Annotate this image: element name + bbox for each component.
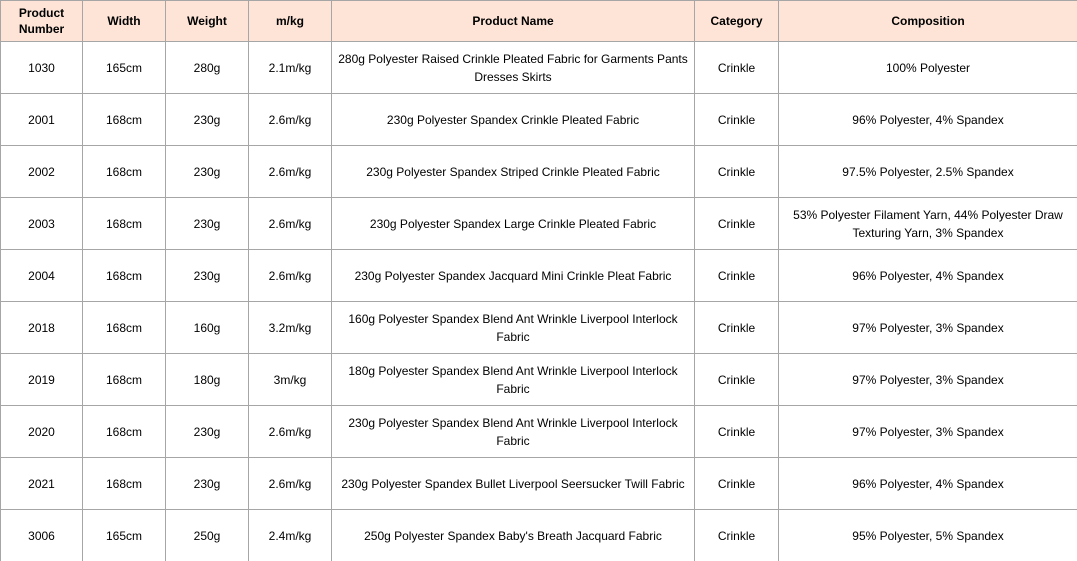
- cell-product-name: 230g Polyester Spandex Bullet Liverpool Seersucker Twill Fabric: [332, 458, 695, 510]
- cell-category: Crinkle: [695, 354, 779, 406]
- cell-product-name: 160g Polyester Spandex Blend Ant Wrinkle Liverpool Interlock Fabric: [332, 302, 695, 354]
- cell-m-per-kg: 2.4m/kg: [249, 510, 332, 561]
- cell-category: Crinkle: [695, 510, 779, 561]
- cell-product-number: 2003: [1, 198, 83, 250]
- table-row: [1, 42, 1077, 94]
- cell-width: 168cm: [83, 458, 166, 510]
- cell-m-per-kg: 2.6m/kg: [249, 198, 332, 250]
- cell-weight: 230g: [166, 250, 249, 302]
- cell-product-number: 2002: [1, 146, 83, 198]
- cell-m-per-kg: 2.6m/kg: [249, 94, 332, 146]
- cell-m-per-kg: 3m/kg: [249, 354, 332, 406]
- table-row: [1, 146, 1077, 198]
- cell-m-per-kg: 2.6m/kg: [249, 146, 332, 198]
- cell-composition: 96% Polyester, 4% Spandex: [779, 94, 1077, 146]
- cell-width: 168cm: [83, 94, 166, 146]
- cell-weight: 280g: [166, 42, 249, 94]
- cell-weight: 230g: [166, 94, 249, 146]
- cell-composition: 53% Polyester Filament Yarn, 44% Polyester Draw Texturing Yarn, 3% Spandex: [779, 198, 1077, 250]
- cell-width: 165cm: [83, 510, 166, 561]
- cell-product-name: 230g Polyester Spandex Jacquard Mini Crinkle Pleat Fabric: [332, 250, 695, 302]
- cell-weight: 230g: [166, 458, 249, 510]
- cell-weight: 230g: [166, 146, 249, 198]
- table-row: [1, 94, 1077, 146]
- header-m-per-kg: m/kg: [249, 1, 332, 42]
- cell-category: Crinkle: [695, 94, 779, 146]
- cell-composition: 96% Polyester, 4% Spandex: [779, 458, 1077, 510]
- header-composition: Composition: [779, 1, 1077, 42]
- cell-composition: 100% Polyester: [779, 42, 1077, 94]
- table-row: [1, 198, 1077, 250]
- cell-category: Crinkle: [695, 458, 779, 510]
- cell-weight: 250g: [166, 510, 249, 561]
- cell-product-name: 180g Polyester Spandex Blend Ant Wrinkle Liverpool Interlock Fabric: [332, 354, 695, 406]
- cell-m-per-kg: 2.6m/kg: [249, 250, 332, 302]
- cell-weight: 180g: [166, 354, 249, 406]
- cell-category: Crinkle: [695, 146, 779, 198]
- table-row: [1, 406, 1077, 458]
- cell-category: Crinkle: [695, 302, 779, 354]
- cell-category: Crinkle: [695, 250, 779, 302]
- header-product-number: Product Number: [1, 1, 83, 42]
- cell-product-number: 2004: [1, 250, 83, 302]
- cell-product-name: 280g Polyester Raised Crinkle Pleated Fabric for Garments Pants Dresses Skirts: [332, 42, 695, 94]
- table-row: [1, 354, 1077, 406]
- cell-m-per-kg: 2.6m/kg: [249, 406, 332, 458]
- table-row: [1, 302, 1077, 354]
- cell-product-number: 1030: [1, 42, 83, 94]
- cell-composition: 97% Polyester, 3% Spandex: [779, 354, 1077, 406]
- cell-m-per-kg: 2.6m/kg: [249, 458, 332, 510]
- cell-product-name: 230g Polyester Spandex Blend Ant Wrinkle Liverpool Interlock Fabric: [332, 406, 695, 458]
- cell-weight: 160g: [166, 302, 249, 354]
- cell-width: 168cm: [83, 406, 166, 458]
- cell-product-number: 2018: [1, 302, 83, 354]
- header-category: Category: [695, 1, 779, 42]
- cell-product-number: 2001: [1, 94, 83, 146]
- cell-category: Crinkle: [695, 406, 779, 458]
- cell-category: Crinkle: [695, 42, 779, 94]
- cell-composition: 96% Polyester, 4% Spandex: [779, 250, 1077, 302]
- cell-product-number: 2021: [1, 458, 83, 510]
- cell-category: Crinkle: [695, 198, 779, 250]
- table-row: [1, 250, 1077, 302]
- cell-product-name: 230g Polyester Spandex Striped Crinkle Pleated Fabric: [332, 146, 695, 198]
- cell-product-name: 230g Polyester Spandex Large Crinkle Pleated Fabric: [332, 198, 695, 250]
- header-weight: Weight: [166, 1, 249, 42]
- cell-m-per-kg: 2.1m/kg: [249, 42, 332, 94]
- cell-product-name: 250g Polyester Spandex Baby's Breath Jacquard Fabric: [332, 510, 695, 561]
- cell-product-name: 230g Polyester Spandex Crinkle Pleated Fabric: [332, 94, 695, 146]
- cell-width: 168cm: [83, 146, 166, 198]
- cell-width: 168cm: [83, 250, 166, 302]
- cell-composition: 97% Polyester, 3% Spandex: [779, 406, 1077, 458]
- cell-width: 168cm: [83, 302, 166, 354]
- cell-width: 165cm: [83, 42, 166, 94]
- table-row: [1, 458, 1077, 510]
- header-width: Width: [83, 1, 166, 42]
- cell-composition: 97% Polyester, 3% Spandex: [779, 302, 1077, 354]
- cell-width: 168cm: [83, 354, 166, 406]
- cell-product-number: 3006: [1, 510, 83, 561]
- cell-m-per-kg: 3.2m/kg: [249, 302, 332, 354]
- cell-composition: 97.5% Polyester, 2.5% Spandex: [779, 146, 1077, 198]
- cell-product-number: 2020: [1, 406, 83, 458]
- cell-weight: 230g: [166, 406, 249, 458]
- table-header-row: [1, 1, 1077, 42]
- cell-product-number: 2019: [1, 354, 83, 406]
- cell-weight: 230g: [166, 198, 249, 250]
- header-product-name: Product Name: [332, 1, 695, 42]
- table-row: [1, 510, 1077, 561]
- cell-composition: 95% Polyester, 5% Spandex: [779, 510, 1077, 561]
- cell-width: 168cm: [83, 198, 166, 250]
